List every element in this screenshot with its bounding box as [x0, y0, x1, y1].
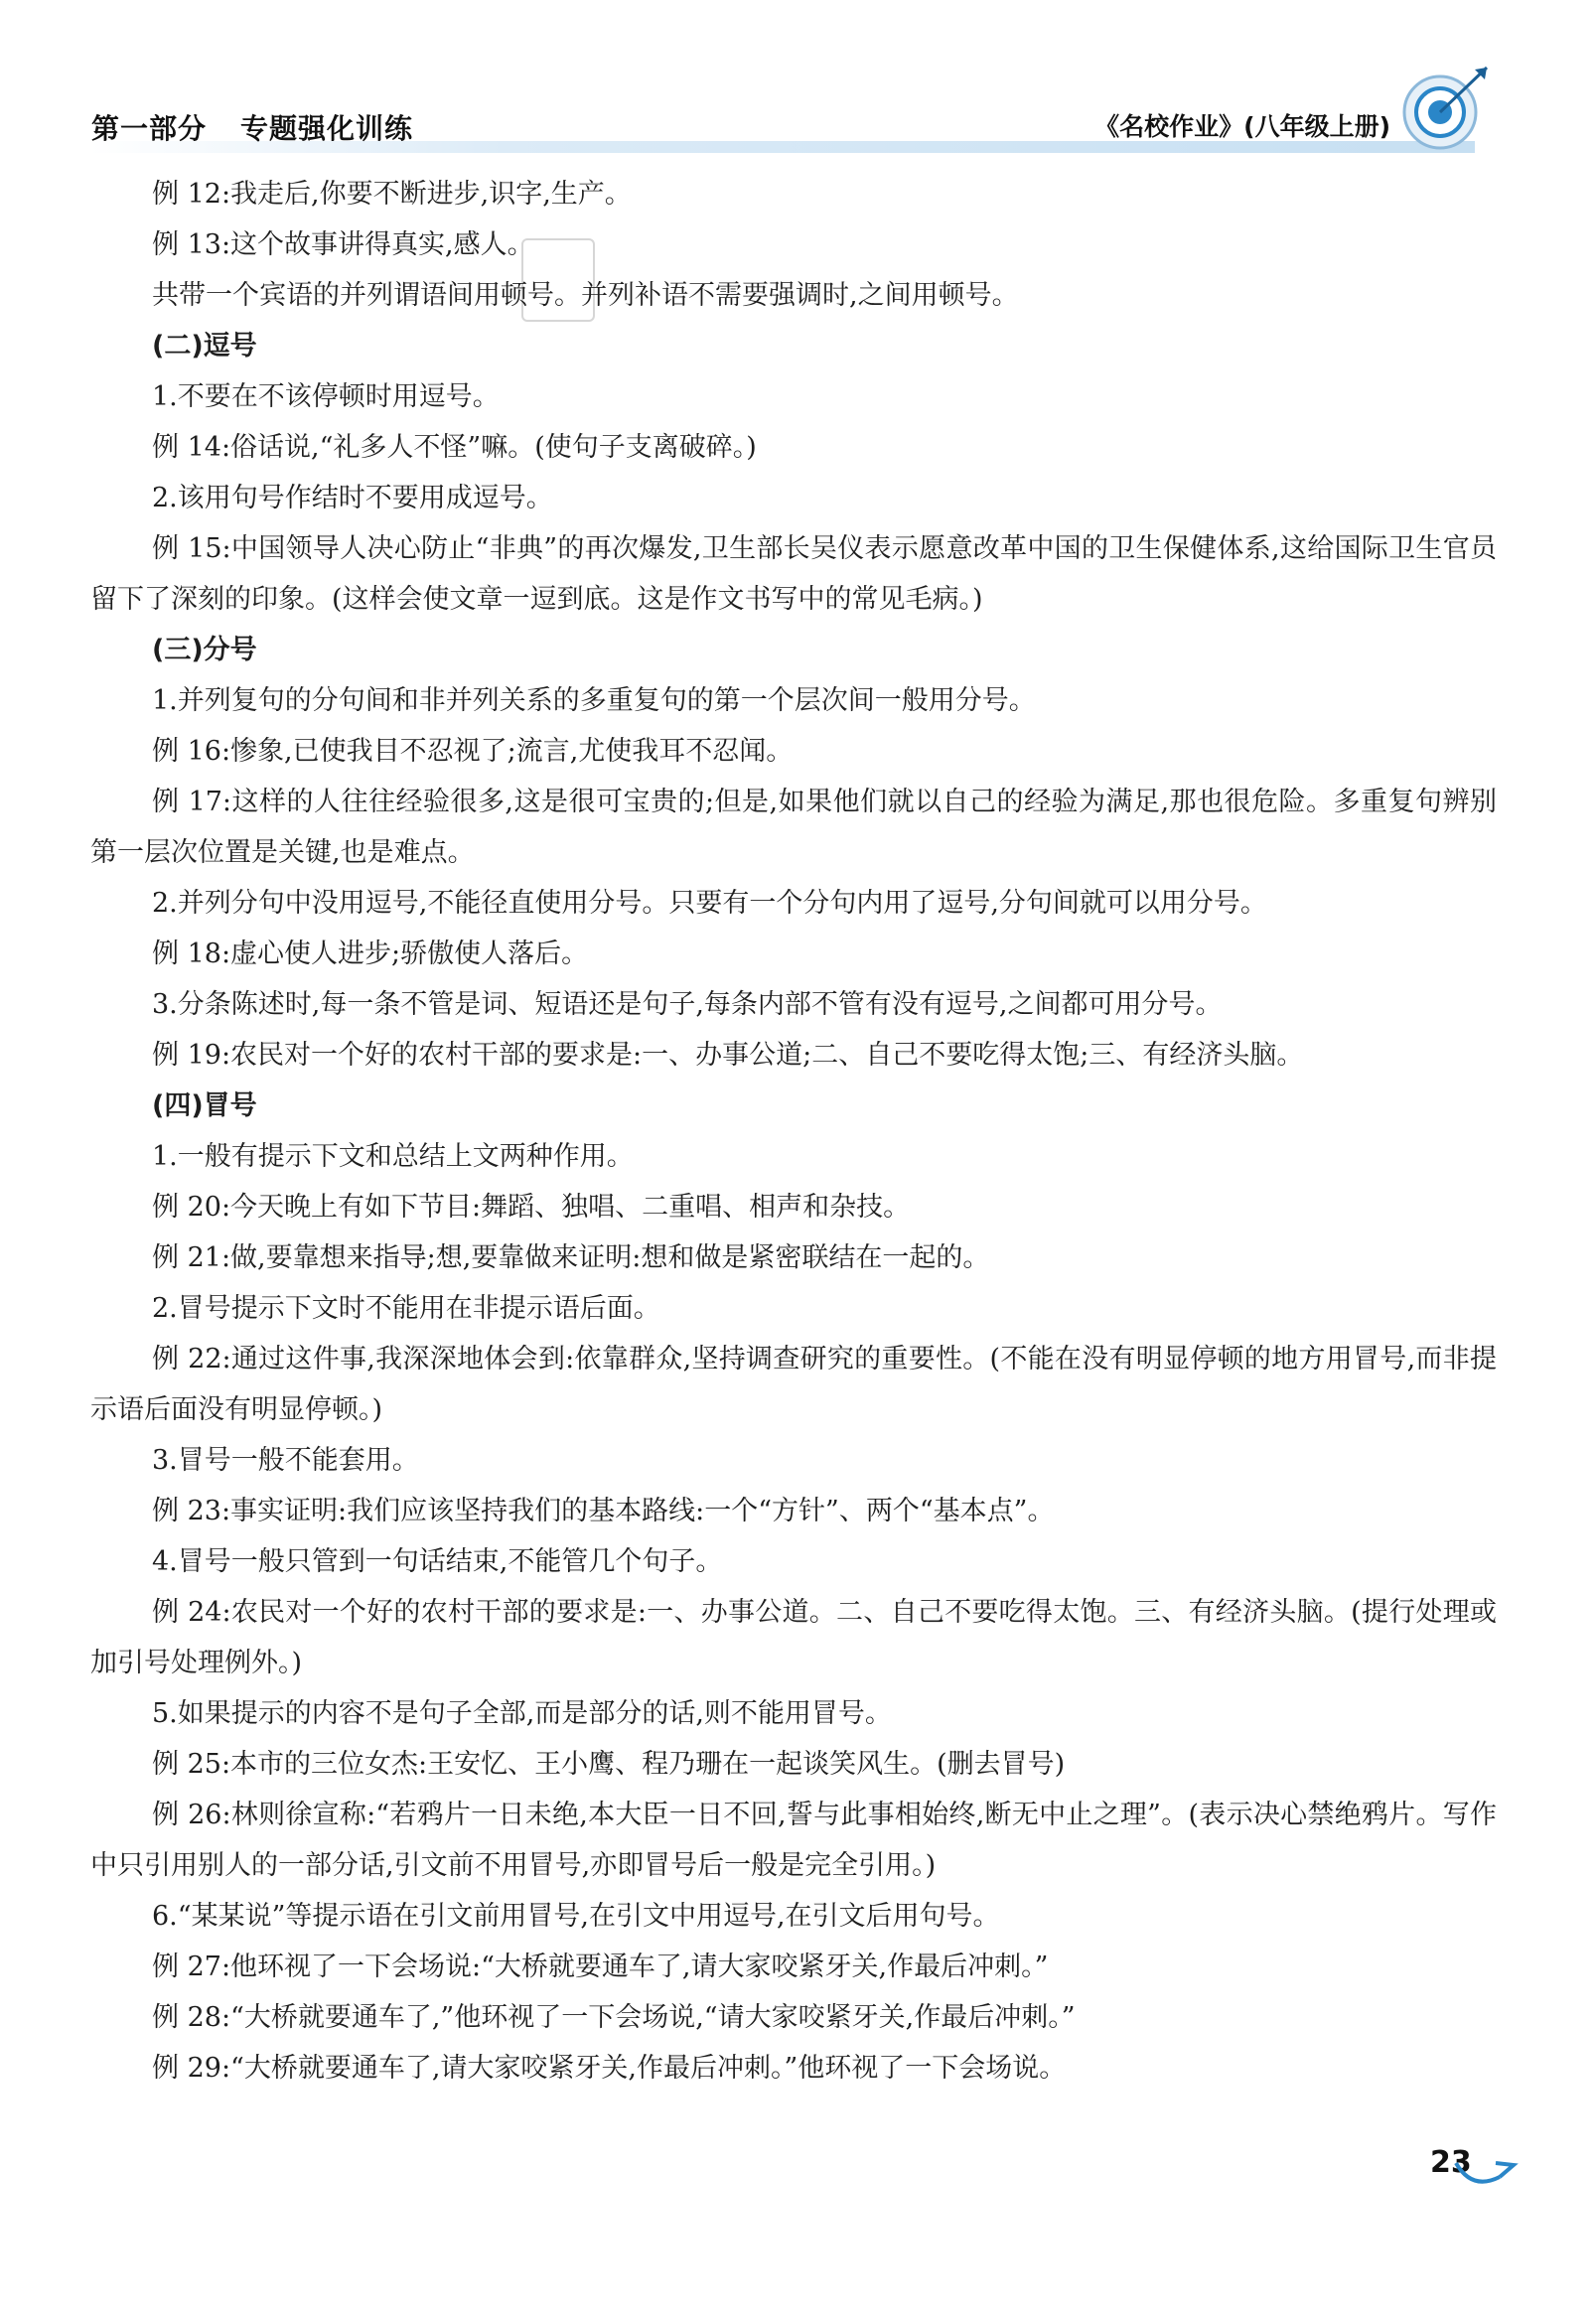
text-line: 2.并列分句中没用逗号,不能径直使用分号。只要有一个分句内用了逗号,分句间就可以用分号。: [152, 888, 1267, 919]
section-heading: (四)冒号: [152, 1090, 257, 1121]
text-line: 例 12:我走后,你要不断进步,识字,生产。: [152, 179, 632, 210]
section-heading: (二)逗号: [152, 331, 257, 362]
page-header: [89, 107, 1480, 151]
text-line: 3.冒号一般不能套用。: [152, 1445, 419, 1476]
section-heading: (三)分号: [152, 635, 257, 665]
text-line: 例 18:虚心使人进步;骄傲使人落后。: [152, 939, 589, 969]
book-title: 《名校作业》(八年级上册): [1094, 112, 1390, 141]
text-line: 例 27:他环视了一下会场说:“大桥就要通车了,请大家咬紧牙关,作最后冲刺。”: [152, 1952, 1049, 1982]
page-number: 23: [1430, 2145, 1472, 2180]
text-line: 例 20:今天晚上有如下节目:舞蹈、独唱、二重唱、相声和杂技。: [152, 1192, 911, 1223]
text-line: 3.分条陈述时,每一条不管是词、短语还是句子,每条内部不管有没有逗号,之间都可用分号。: [152, 989, 1223, 1020]
header-left: [91, 107, 413, 147]
text-line: 2.冒号提示下文时不能用在非提示语后面。: [152, 1293, 660, 1324]
text-line: 共带一个宾语的并列谓语间用顿号。并列补语不需要强调时,之间用顿号。: [152, 280, 1019, 311]
text-line: 2.该用句号作结时不要用成逗号。: [152, 483, 553, 513]
page-arrow-icon: [1452, 2133, 1522, 2193]
text-line: 6.“某某说”等提示语在引文前用冒号,在引文中用逗号,在引文后用句号。: [152, 1901, 1000, 1932]
text-line: 例 17:这样的人往往经验很多,这是很可宝贵的;但是,如果他们就以自己的经验为满足,那也很危险。多重复句辨别第一层次位置是关键,也是难点。: [90, 787, 1497, 868]
text-line: 例 28:“大桥就要通车了,”他环视了一下会场说,“请大家咬紧牙关,作最后冲刺。”: [152, 2002, 1076, 2033]
text-line: 例 25:本市的三位女杰:王安忆、王小鹰、程乃珊在一起谈笑风生。(删去冒号): [152, 1749, 1066, 1780]
text-line: 4.冒号一般只管到一句话结束,不能管几个句子。: [152, 1546, 723, 1577]
text-line: 1.并列复句的分句间和非并列关系的多重复句的第一个层次间一般用分号。: [152, 685, 1036, 716]
text-line: 1.一般有提示下文和总结上文两种作用。: [152, 1141, 634, 1172]
text-line: 例 29:“大桥就要通车了,请大家咬紧牙关,作最后冲刺。”他环视了一下会场说。: [152, 2053, 1067, 2084]
text-line: 例 22:通过这件事,我深深地体会到:依靠群众,坚持调查研究的重要性。(不能在没有明显停顿的地方用冒号,而非提示语后面没有明显停顿。): [90, 1344, 1497, 1425]
text-line: 例 19:农民对一个好的农村干部的要求是:一、办事公道;二、自己不要吃得太饱;三、有经济头脑。: [152, 1040, 1304, 1071]
text-line: 例 21:做,要靠想来指导;想,要靠做来证明:想和做是紧密联结在一起的。: [152, 1242, 990, 1273]
text-line: 1.不要在不该停顿时用逗号。: [152, 381, 500, 412]
dartboard-icon: [1395, 58, 1495, 157]
text-line: 例 24:农民对一个好的农村干部的要求是:一、办事公道。二、自己不要吃得太饱。三、有经济头脑。(提行处理或加引号处理例外。): [90, 1597, 1497, 1678]
section-title: 专题强化训练: [240, 112, 414, 145]
text-line: 例 15:中国领导人决心防止“非典”的再次爆发,卫生部长吴仪表示愿意改革中国的卫生保健体系,这给国际卫生官员留下了深刻的印象。(这样会使文章一逗到底。这是作文书写中的常见毛病。): [90, 533, 1497, 615]
text-line: 例 23:事实证明:我们应该坚持我们的基本路线:一个“方针”、两个“基本点”。: [152, 1496, 1055, 1526]
text-line: 5.如果提示的内容不是句子全部,而是部分的话,则不能用冒号。: [152, 1698, 892, 1729]
text-line: 例 26:林则徐宣称:“若鸦片一日未绝,本大臣一日不回,誓与此事相始终,断无中止之理”。(表示决心禁绝鸦片。写作中只引用别人的一部分话,引文前不用冒号,亦即冒号后一般是完全引用。): [90, 1800, 1497, 1881]
text-line: 例 16:惨象,已使我目不忍视了;流言,尤使我耳不忍闻。: [152, 736, 794, 767]
part-label: 第一部分: [91, 112, 208, 145]
page-body: [90, 169, 1497, 2094]
text-line: 例 13:这个故事讲得真实,感人。: [152, 229, 534, 260]
text-line: 例 14:俗话说,“礼多人不怪”嘛。(使句子支离破碎。): [152, 432, 757, 463]
